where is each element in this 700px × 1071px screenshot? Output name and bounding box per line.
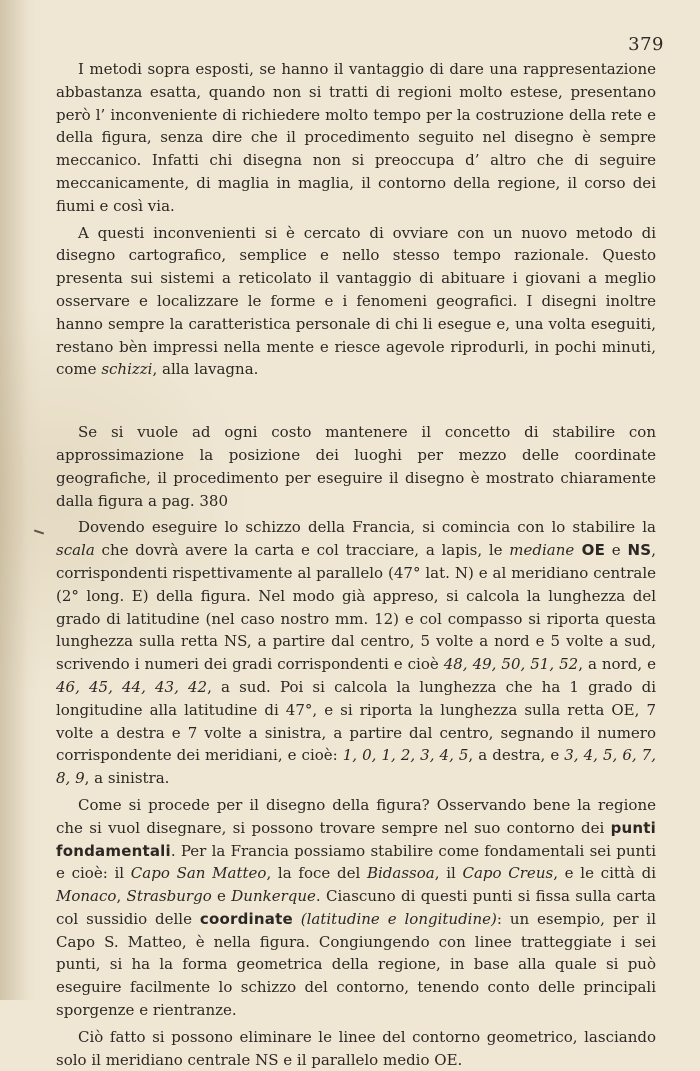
paragraph-2-text: A questi inconvenienti si è cercato di ovviare con un nuovo metodo di disegno cartografico, semplice e nello stesso tempo razionale. Questo presenta sui sistemi a reticolato il vantaggio di abituare i giovani a meglio osservare e localizzare le forme e i fenomeni geografici. I disegni inoltre hanno sempre la caratteristica personale di chi li esegue e, una volta eseguiti, restano bèn impressi nella mente e riesce agevole riprodurli, in pochi minuti, come (56, 223, 656, 379)
mediane-term: mediane (509, 541, 575, 560)
paragraph-1: I metodi sopra esposti, se hanno il vantaggio di dare una rappresentazione abbastanza esatta, quando non si tratti di regioni molto estese, presentano però l’ inconveniente di richiedere molto tempo per la costruzione della rete e della figura, senza dire che il procedimento seguito nel disegno è sempre meccanico. Infatti chi disegna non si preoccupa d’ altro che di seguire meccanicamente, di maglia in maglia, il contorno della regione, il corso dei fiumi e così via. (56, 60, 656, 215)
coordinate-term: coordinate (199, 909, 293, 928)
west-meridian-numbers: 3, 4, 5, 6, 7, 8, 9 (56, 746, 656, 788)
paragraph-4-part-1: Dovendo eseguire lo schizzo della Francia, si comincia con lo stabilire la (78, 518, 656, 537)
ns-term: NS (627, 541, 652, 560)
scala-term: scala (56, 541, 95, 560)
paragraph-4-part-2: che dovrà avere la carta e col tracciare, a lapis, le (94, 541, 510, 560)
paragraph-5-part-5: , e le città di (553, 864, 656, 883)
paragraph-4-part-7: , a destra, e (468, 746, 565, 765)
paragraph-5-part-3: , la foce del (266, 864, 367, 883)
paragraph-2-ending: , alla lavagna. (152, 360, 259, 379)
capo-san-matteo: Capo San Matteo (130, 864, 267, 883)
paragraph-4-part-5: , a nord, e (578, 655, 656, 674)
latitude-longitude-term: (latitudine e longitudine) (300, 909, 497, 928)
bidassoa: Bidassoa (366, 864, 435, 883)
paragraph-5-part-8: . Ciascuno di questi punti si fissa sulla carta col sussidio delle (56, 887, 656, 928)
strasburgo: Strasburgo (126, 887, 212, 906)
margin-mark (34, 530, 44, 535)
east-meridian-numbers: 1, 0, 1, 2, 3, 4, 5 (342, 746, 469, 765)
document-body (56, 58, 656, 1071)
south-degree-numbers: 46, 45, 44, 43, 42 (56, 677, 208, 696)
oe-term: OE (574, 541, 606, 560)
capo-creus: Capo Creus (462, 864, 554, 883)
paragraph-5-part-9 (293, 910, 301, 928)
paragraph-5-part-4: , il (434, 864, 463, 883)
dunkerque: Dunkerque (231, 887, 316, 906)
paragraph-5-part-2: . Per la Francia possiamo stabilire come fondamentali sei punti e cioè: il (56, 841, 656, 883)
fundamental-points-term: punti fondamentali (56, 818, 656, 860)
paragraph-4-part-8: , a sinistra. (84, 769, 170, 788)
paragraph-4-part-3: e (605, 541, 628, 560)
monaco: Monaco (56, 887, 117, 906)
paragraph-6: Ciò fatto si possono eliminare le linee del contorno geometrico, lasciando solo il meridiano centrale NS e il parallelo medio OE. (56, 1027, 656, 1069)
paragraph-4-part-6: , a sud. Poi si calcola la lunghezza che ha 1 grado di longitudine alla latitudine di 47°, e si riporta la lunghezza sulla retta OE, 7 volte a destra e 7 volte a sinistra, a partire dal centro, segnando il numero corrispondente dei meridiani, e cioè: (56, 677, 656, 765)
paragraph-4 (56, 516, 656, 790)
paragraph-5-part-1: Come si procede per il disegno della figura? Osservando bene la regione che si vuol disegnare, si possono trovare sempre nel suo contorno dei (56, 795, 656, 837)
schizzi-term: schizzi (101, 360, 153, 379)
page-number: 379 (628, 34, 664, 55)
page-edge-shadow (0, 0, 28, 1000)
paragraph-4-part-4: , corrispondenti rispettivamente al parallelo (47° lat. N) e al meridiano centrale (2° long. E) della figura. Nel modo già appreso, si calcola la lunghezza del grado di latitudine (nel caso nostro mm. 12) e col compasso si riporta questa lunghezza sulla retta NS, a partire dal centro, 5 volte a nord e 5 volte a sud, scrivendo i numeri dei gradi corrispondenti e cioè (56, 541, 656, 674)
paragraph-5 (56, 794, 656, 1022)
paragraph-5-part-10: : un esempio, per il Capo S. Matteo, è nella figura. Congiungendo con linee tratteggiate i sei punti, si ha la forma geometrica della regione, in base alla quale si può eseguire facilmente lo schizzo del contorno, tenendo conto delle principali sporgenze e rientranze. (56, 909, 656, 1020)
north-degree-numbers: 48, 49, 50, 51, 52 (443, 655, 579, 674)
paragraph-2 (56, 222, 656, 382)
paragraph-3: Se si vuole ad ogni costo mantenere il concetto di stabilire con approssimazione la posizione dei luoghi per mezzo delle coordinate geografiche, il procedimento per eseguire il disegno è mostrato chiaramente dalla figura a pag. 380 (56, 423, 656, 510)
paragraph-5-part-6: , (116, 887, 127, 906)
paragraph-5-part-7: e (211, 887, 232, 906)
